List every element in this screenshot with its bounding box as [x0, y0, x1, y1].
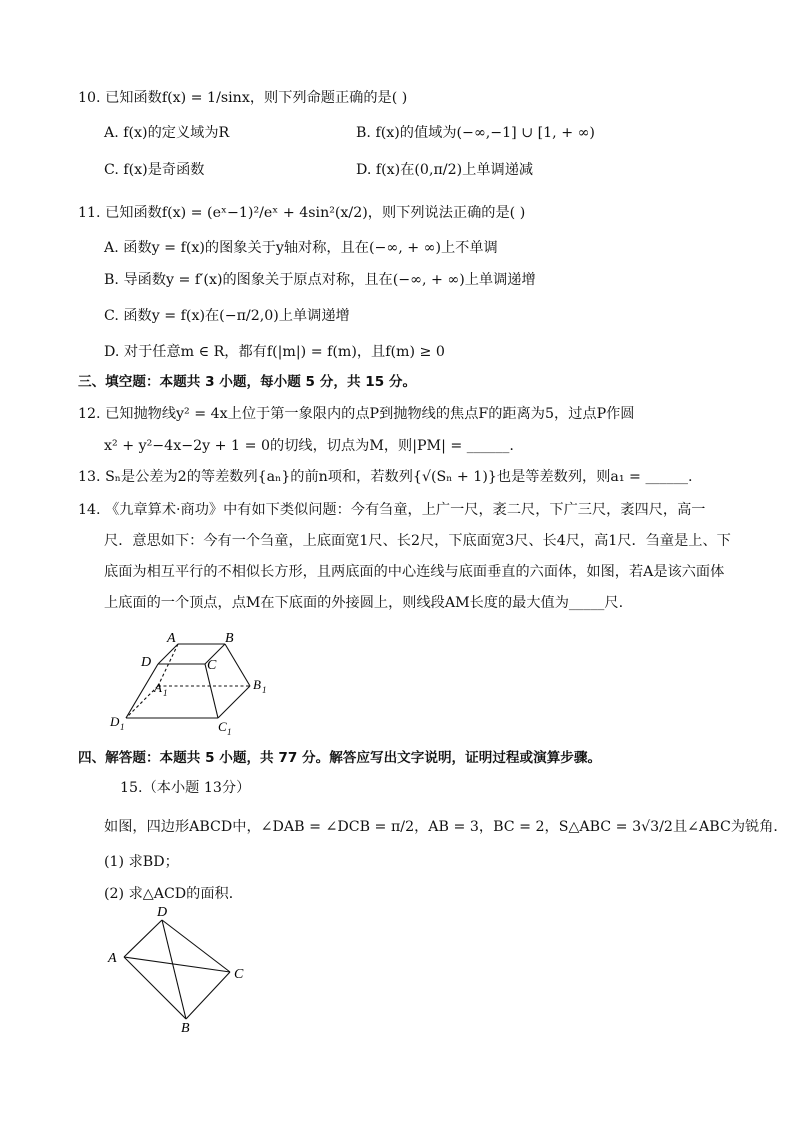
q10-option-a: A. f(x)的定义域为R [104, 125, 230, 141]
q15-stem: 如图，四边形ABCD中，∠DAB = ∠DCB = π/2，AB = 3，BC = 2，S△ABC = 3√3/2且∠ABC为锐角． [104, 819, 788, 835]
fig1-label-b1: B [253, 677, 261, 692]
fig1-label-d1-sub: 1 [120, 722, 125, 732]
q14-line-3: 底面为相互平行的不相似长方形，且两底面的中心连线与底面垂直的六面体，如图，若A是该六面体 [104, 564, 725, 580]
fig2-label-a: A [108, 951, 117, 966]
q12-line-2: x² + y²−4x−2y + 1 = 0的切线，切点为M，则|PM| = ______. [104, 438, 514, 454]
fig2-label-c: C [234, 967, 244, 982]
section-4-header: 四、解答题：本题共 5 小题，共 77 分。解答应写出文字说明，证明过程或演算步骤。 [78, 750, 602, 766]
fig1-label-d1: D [110, 714, 120, 729]
q15-part-1: (1) 求BD； [104, 854, 179, 870]
q11-option-c: C. 函数y = f(x)在(−π/2,0)上单调递增 [104, 308, 350, 324]
q14-line-2: 尺．意思如下：今有一个刍童，上底面宽1尺、长2尺，下底面宽3尺、长4尺，高1尺．刍童是上、下 [104, 533, 731, 549]
q12-line-1: 12. 已知抛物线y² = 4x上位于第一象限内的点P到抛物线的焦点F的距离为5，过点P作圆 [78, 406, 635, 422]
fig1-label-c: C [207, 658, 217, 673]
fig1-label-c1-sub: 1 [227, 727, 232, 737]
q15-part-2: (2) 求△ACD的面积． [104, 886, 243, 902]
fig1-label-a: A [167, 631, 176, 646]
fig1-label-a1: A [154, 680, 162, 695]
quadrilateral-figure [100, 902, 260, 1032]
q11-option-d: D. 对于任意m ∈ R，都有f(|m|) = f(m)，且f(m) ≥ 0 [104, 344, 445, 360]
question-13: 13. Sₙ是公差为2的等差数列{aₙ}的前n项和，若数列{√(Sₙ + 1)}也是等差数列，则a₁ = ______. [78, 469, 693, 485]
q10-option-c: C. f(x)是奇函数 [104, 162, 205, 178]
fig1-label-d: D [141, 655, 152, 670]
q11-option-b: B. 导函数y = f′(x)的图象关于原点对称，且在(−∞, + ∞)上单调递增 [104, 272, 536, 288]
section-3-header: 三、填空题：本题共 3 小题，每小题 5 分，共 15 分。 [78, 374, 417, 390]
q10-option-b: B. f(x)的值域为(−∞,−1] ∪ [1, + ∞) [356, 125, 595, 141]
fig1-label-b1-sub: 1 [262, 685, 267, 695]
q11-stem: 11. 已知函数f(x) = (eˣ−1)²/eˣ + 4sin²(x/2)，则下列说法正确的是( ) [78, 205, 526, 221]
fig2-label-d: D [157, 905, 168, 920]
fig1-label-b: B [225, 631, 234, 646]
q10-stem: 10. 已知函数f(x) = 1/sinx，则下列命题正确的是( ) [78, 90, 408, 106]
q10-option-d: D. f(x)在(0,π/2)上单调递减 [356, 162, 534, 178]
fig1-label-a1-sub: 1 [163, 688, 168, 698]
q15-heading: 15.（本小题 13分） [120, 780, 251, 796]
q14-line-1: 14. 《九章算术·商功》中有如下类似问题：今有刍童，上广一尺，袤二尺，下广三尺，袤四尺，高一 [78, 502, 706, 518]
q11-option-a: A. 函数y = f(x)的图象关于y轴对称，且在(−∞, + ∞)上不单调 [104, 240, 498, 256]
frustum-figure [100, 622, 300, 742]
fig2-label-b: B [181, 1021, 190, 1032]
q14-line-4: 上底面的一个顶点，点M在下底面的外接圆上，则线段AM长度的最大值为_____尺. [104, 595, 624, 611]
fig1-label-c1: C [218, 719, 227, 734]
